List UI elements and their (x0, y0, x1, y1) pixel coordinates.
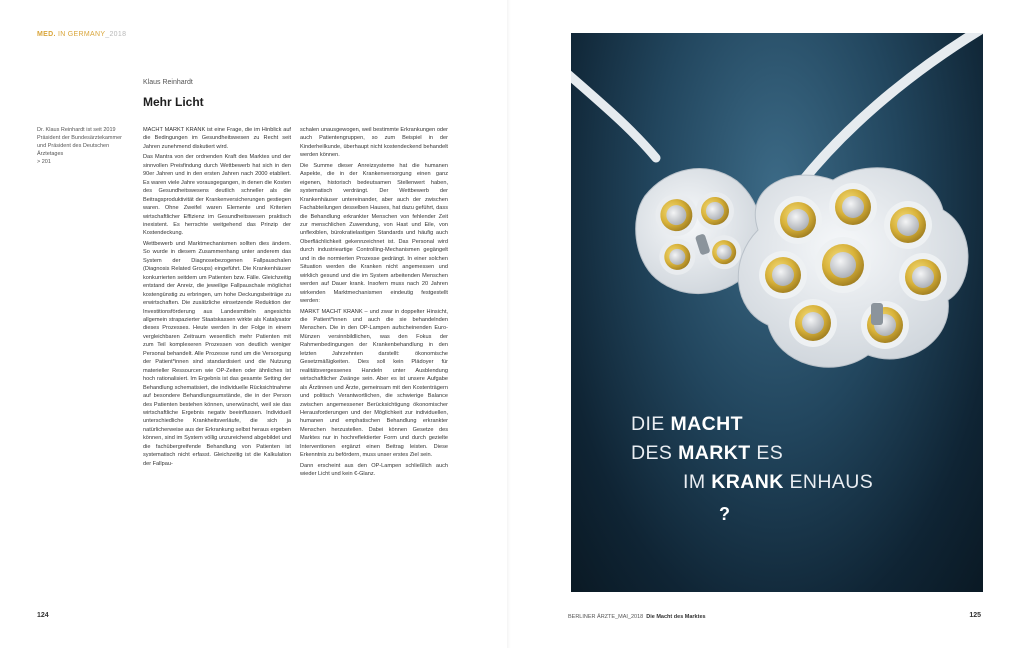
paragraph: Das Mantra von der ordnenden Kraft des Marktes und der sinnvollen Preisfindung durch Wettbewerb hat sich in den 90er Jahren und in den ersten Jahren nach 2000 etabliert. Es waren viele Jahre vorausgegangen, in denen die Kosten des Gesundheitswesens deutlich schneller als die Beitragsproduktivität der Krankenversicherungen gestiegen waren. Ohne Zweifel waren Elemente und Kriterien wirtschaftlicher Effizienz im Gesundheitswesen praktisch inexistent. Es herrschte weitgehend das Prinzip der Kostendeckung. (143, 154, 291, 237)
author-bio-line: und Präsident des Deutschen (37, 143, 110, 149)
text-column-2 (300, 126, 448, 479)
headline-word: DIE (631, 413, 671, 435)
paragraph: MACHT MARKT KRANK ist eine Frage, die im Hinblick auf die Bedingungen im Gesundheitswesen zu Recht seit Jahren zunehmend diskutiert wird. (143, 127, 291, 150)
footer-issue-label: BERLINER ÄRZTE_MAI_2018 (568, 614, 644, 620)
headline-word-bold: MACHT (670, 413, 743, 435)
page-number-left: 124 (37, 612, 49, 619)
running-head-year: _2018 (105, 31, 127, 38)
lamp-arm-right (801, 33, 983, 183)
large-lamp (738, 168, 968, 367)
headline-word-bold: MARKT (678, 442, 751, 464)
paragraph: Wettbewerb und Marktmechanismen sollten dies ändern. So wurde in diesem Zusammenhang unter anderem das System der Diagnosebezogenen Fallpauschalen (Diagnosis Related Groups) eingeführt. Die Krankenhäuser konkurrierten seitdem um Patienten bzw. Fälle. Gleichzeitig entstand der Anreiz, die jeweilige Fallpauschale möglichst kostengünstig zu erbringen, um hohe Deckungsbeiträge zu erwirtschaften. Die zusätzliche einsetzende Reduktion der Investitionsförderung aus Landesmitteln angesichts allgemein strapazierter Staatskassen wirkte als Katalysator dieses Prozesses. Heute werden in der Folge in einem vergleichbaren Zeitraum wesentlich mehr Patienten mit zum Teil komplexeren Prozessen von deutlich weniger Personal behandelt. Alle Prozesse rund um die Versorgung der Patient*innen sind standardisiert und die Nutzung materieller Ressourcen wie OP-Zeiten oder ähnliches ist hoch rationalisiert. Im Ergebnis ist das gesamte Setting der Behandlung schematisiert, die individuelle Rücksichtnahme auf besondere Behandlungsumstände, die in der Person des Patienten bestehen können, unerwünscht, weil sie das wirtschaftliche Ergebnis negativ beeinflussen. Individuell unterschiedliche Krankheitsverläufe, die sich ja natürlicherweise aus der Erkrankung selbst heraus ergeben können, sind im System völlig unzureichend abgebildet und die fachübergreifende Behandlung von Patienten ist systematisch nicht erfasst. Gleichzeitig ist die Kalkulation der Fallpau- (143, 240, 291, 467)
paragraph: Die Summe dieser Anreizsysteme hat die humanen Aspekte, die in der Krankenversorgung einen ganz eigenen, historisch bedeutsamen Stellenwert haben, systematisch verdrängt. Der Wettbewerb der Krankenhäuser untereinander, aber auch der zwischen Fachabteilungen desselben Hauses, hat dazu geführt, dass die Behandlung erkrankter Menschen von fehlender Zeit zur menschlichen Zuwendung, von Hast und Eile, von unflexiblen, bürokratielastigen Standards und häufig auch Oberflächlichkeit gekennzeichnet ist. Das Personal wird durch industrieartige Controlling-Mechanismen gegängelt und in die normierten Prozesse gedrängt. In einer solchen Situation werden die Kranken nicht angemessen und wirklich gesund und die im System arbeitenden Menschen werden auf Dauer krank. Insofern muss nach 20 Jahren wirkenden Marktmechanismen eindeutig festgestellt werden: (300, 162, 448, 305)
paragraph: Dann erscheint aus den OP-Lampen schließlich auch wieder Licht und kein €-Glanz. (300, 462, 448, 478)
operating-lamp-illustration (571, 33, 983, 592)
headline-line-1 (631, 410, 743, 439)
headline-word: ES (750, 442, 784, 464)
footer-section-label: Die Macht des Marktes (646, 614, 706, 620)
paragraph: schalen unausgewogen, weil bestimmte Erkrankungen oder auch Patientengruppen, so zum Beispiel in der Kinderheilkunde, überhaupt nicht kostendeckend behandelt werden können. (300, 127, 449, 159)
headline-question-mark: ? (719, 504, 731, 524)
paragraph: MARKT MACHT KRANK – und zwar in doppelter Hinsicht, die Patient*innen und auch die sie behandelnden Menschen. Die in den OP-Lampen aufscheinenden Euro-Münzen versinnbildlichen, was den Fokus der Rahmenbedingungen der Krankenbehandlung in den letzten Jahrzehnten darstellt: ökonomische Gesetzmäßigkeiten. Dies soll kein Plädoyer für realitätsvergessenes Handeln unter Ausblendung wirtschaftlicher Zwänge sein. Aber es ist unsere Aufgabe als Ärztinnen und Ärzte, gemeinsam mit den Kostenträgern und politisch Verantwortlichen, die schwierige Balance zwischen angemessener Berücksichtigung ökonomischer Herausforderungen und der Möglichkeit zur individuellen, humanen und emphatischen Behandlung erkrankter Menschen herzustellen. Dabei können Gesetze des Marktes nur in hochreflektierter Form und durch gezielte Interventionen ergänzt einen Beitrag leisten. Diese Erkenntnis zu befördern, muss unser erstes Ziel sein. (300, 308, 448, 459)
footer-issue (568, 614, 706, 620)
page-number-right: 125 (969, 612, 981, 619)
running-head-germany: IN GERMANY (55, 31, 106, 38)
running-head (37, 31, 126, 38)
text-column-1 (143, 126, 291, 468)
author-bio (37, 126, 132, 166)
page-gutter (507, 0, 511, 648)
headline-line-2 (631, 439, 783, 468)
headline-word: ENHAUS (783, 471, 874, 493)
headline-word-bold: KRANK (711, 471, 784, 493)
headline-line-3 (683, 468, 873, 497)
operating-lamp-svg (571, 33, 983, 592)
article-author: Klaus Reinhardt (143, 79, 193, 86)
author-bio-line: Dr. Klaus Reinhardt ist seit 2019 (37, 127, 116, 133)
author-bio-line: Präsident der Bundesärztekammer (37, 135, 122, 141)
lamp-arm-left (571, 68, 656, 158)
article-title: Mehr Licht (143, 95, 204, 109)
headline-word: IM (683, 471, 712, 493)
running-head-med: MED. (37, 31, 56, 38)
author-bio-reference: > 201 (37, 159, 51, 165)
headline-word: DES (631, 442, 679, 464)
author-bio-line: Ärztetages (37, 151, 64, 157)
